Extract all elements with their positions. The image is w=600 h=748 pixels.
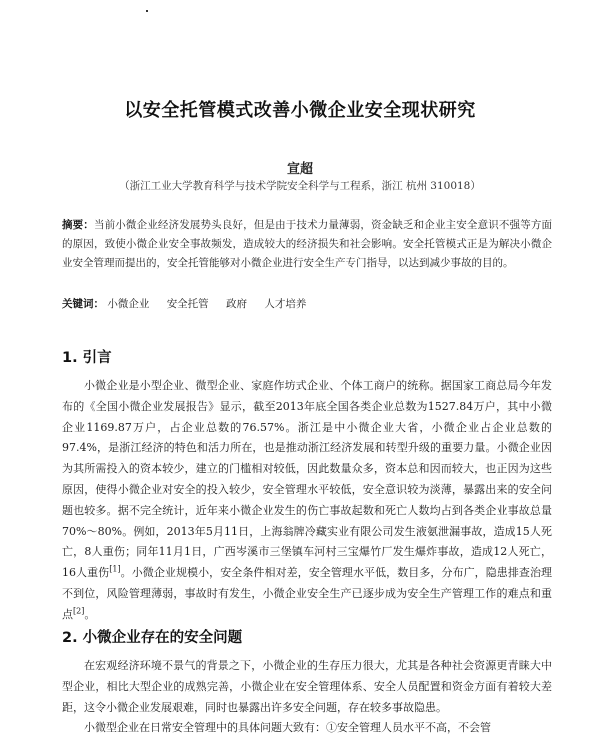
keywords-label: 关键词： xyxy=(62,298,104,310)
citation-ref: [1] xyxy=(109,564,121,574)
section-heading-introduction: 1. 引言 xyxy=(62,350,112,366)
keyword: 安全托管 xyxy=(166,298,209,310)
abstract-label: 摘要： xyxy=(62,219,94,231)
section-heading-safety-problems: 2. 小微企业存在的安全问题 xyxy=(62,630,243,646)
abstract-text: 当前小微企业经济发展势头良好，但是由于技术力量薄弱，资金缺乏和企业主安全意识不强等方面的原因，致使小微企业安全事故频发，造成较大的经济损失和社会影响。安全托管模式正是为解决小微企业安全管理而提出的，安全托管能够对小微企业进行安全生产专门指导，以达到减少事故的目的。 xyxy=(62,219,553,269)
body-paragraph: 小微型企业在日常安全管理中的具体问题大致有：①安全管理人员水平不高，不会管 xyxy=(84,721,491,734)
abstract-block xyxy=(62,216,552,273)
citation-ref: [2] xyxy=(73,606,85,616)
scan-speck xyxy=(146,10,148,12)
affiliation: （浙江工业大学教育科学与技术学院安全科学与工程系，浙江 杭州 310018） xyxy=(119,180,481,192)
keyword: 政府 xyxy=(226,298,248,310)
body-paragraph: 在宏观经济环境不景气的背景之下，小微企业的生存压力很大，尤其是各种社会资源更青睐大中型企业，相比大型企业的成熟完善，小微企业在安全管理体系、安全人员配置和资金方面有着较大差距，这令小微企业发展艰难，同时也暴露出许多安全问题，存在较多事故隐患。 xyxy=(62,659,552,714)
author-name: 宣超 xyxy=(286,162,313,177)
paper-title: 以安全托管模式改善小微企业安全现状研究 xyxy=(124,100,476,121)
body-paragraph xyxy=(62,376,552,626)
keywords-block xyxy=(62,296,552,311)
paragraph-text: 。小微企业规模小，安全条件相对差，安全管理水平低，数目多，分布广，隐患排查治理不到位，风险管理薄弱，事故时有发生，小微企业安全生产已逐步成为安全生产管理工作的难点和重点 xyxy=(62,566,552,621)
paragraph-text: 小微企业是小型企业、微型企业、家庭作坊式企业、个体工商户的统称。据国家工商总局今年发布的《全国小微企业发展报告》显示，截至2013年底全国各类企业总数为1527.84万户，其中小微企业1169.87万户，占企业总数的76.57%。浙江是中小微企业大省，小微企业占企业总数的97.4%，是浙江经济的特色和活力所在，也是推动浙江经济发展和转型升级的重要力量。小微企业因为其所需投入的资本较少，建立的门槛相对较低，因此数量众多，资本总和因而较大，也正因为这些原因，使得小微企业对安全的投入较少，安全管理水平较低，安全意识较为淡薄，暴露出来的安全问题也较多。据不完全统计，近年来小微企业发生的伤亡事故起数和死亡人数均占到各类企业事故总量70%～80%。例如，2013年5月11日，上海翁牌冷藏实业有限公司发生液氨泄漏事故，造成15人死亡，8人重伤；同年11月1日，广西岑溪市三堡镇车河村三宝爆竹厂发生爆炸事故，造成12人死亡，16人重伤 xyxy=(62,379,552,580)
paragraph-text: 。 xyxy=(84,607,96,621)
keyword: 小微企业 xyxy=(107,298,150,310)
keyword: 人才培养 xyxy=(264,298,307,310)
